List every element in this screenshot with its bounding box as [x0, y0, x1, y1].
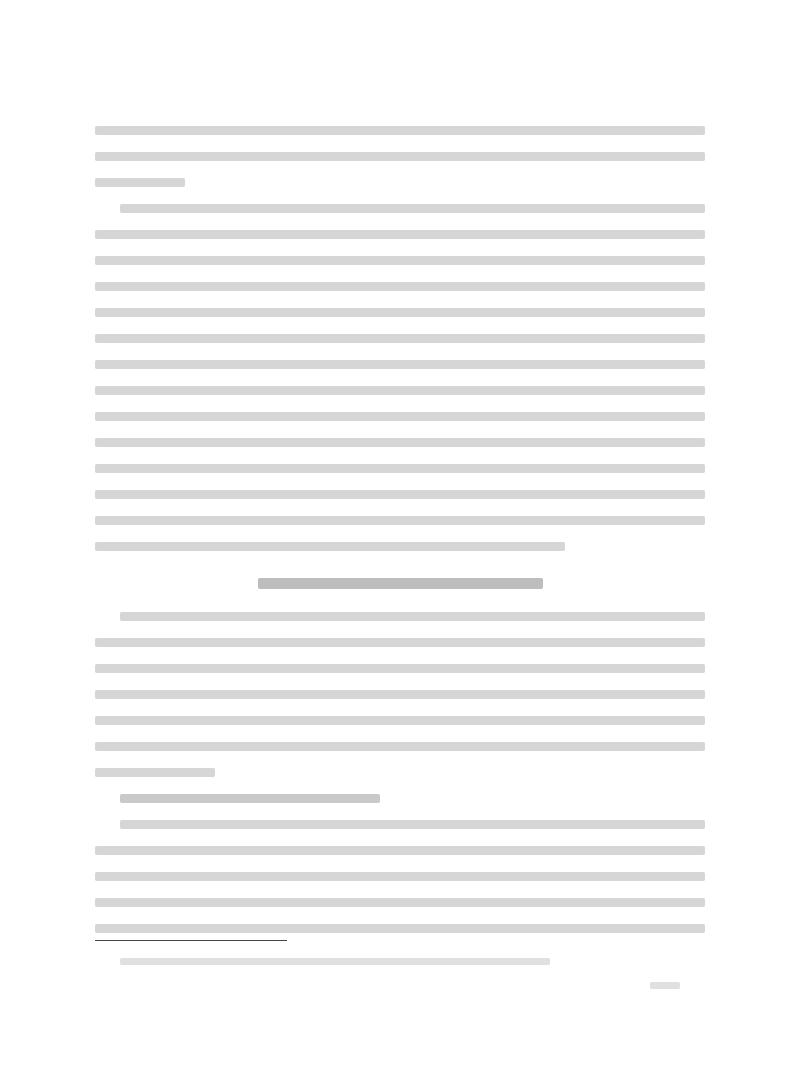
text-line	[95, 768, 215, 777]
text-line	[95, 308, 705, 317]
text-line	[120, 204, 705, 213]
text-line	[95, 664, 705, 673]
text-line	[95, 846, 705, 855]
text-line	[95, 412, 705, 421]
text-line	[95, 178, 185, 187]
text-line	[95, 230, 705, 239]
text-line	[95, 438, 705, 447]
footnote-rule	[95, 940, 287, 941]
text-line	[95, 334, 705, 343]
text-line	[120, 612, 705, 621]
text-line	[95, 716, 705, 725]
page-number	[650, 982, 680, 989]
text-line	[95, 256, 705, 265]
text-line	[95, 126, 705, 135]
text-line	[95, 742, 705, 751]
text-line	[95, 924, 705, 933]
text-line	[95, 464, 705, 473]
text-line	[95, 690, 705, 699]
text-line	[95, 638, 705, 647]
text-line	[95, 516, 705, 525]
text-line	[95, 898, 705, 907]
text-line	[95, 360, 705, 369]
text-line	[95, 490, 705, 499]
text-line	[120, 820, 705, 829]
text-line	[95, 282, 705, 291]
text-line	[95, 386, 705, 395]
subsection-heading	[120, 794, 380, 803]
section-heading	[258, 578, 543, 589]
text-line	[95, 542, 565, 551]
footnote-line	[120, 958, 550, 965]
text-line	[95, 152, 705, 161]
text-line	[95, 872, 705, 881]
